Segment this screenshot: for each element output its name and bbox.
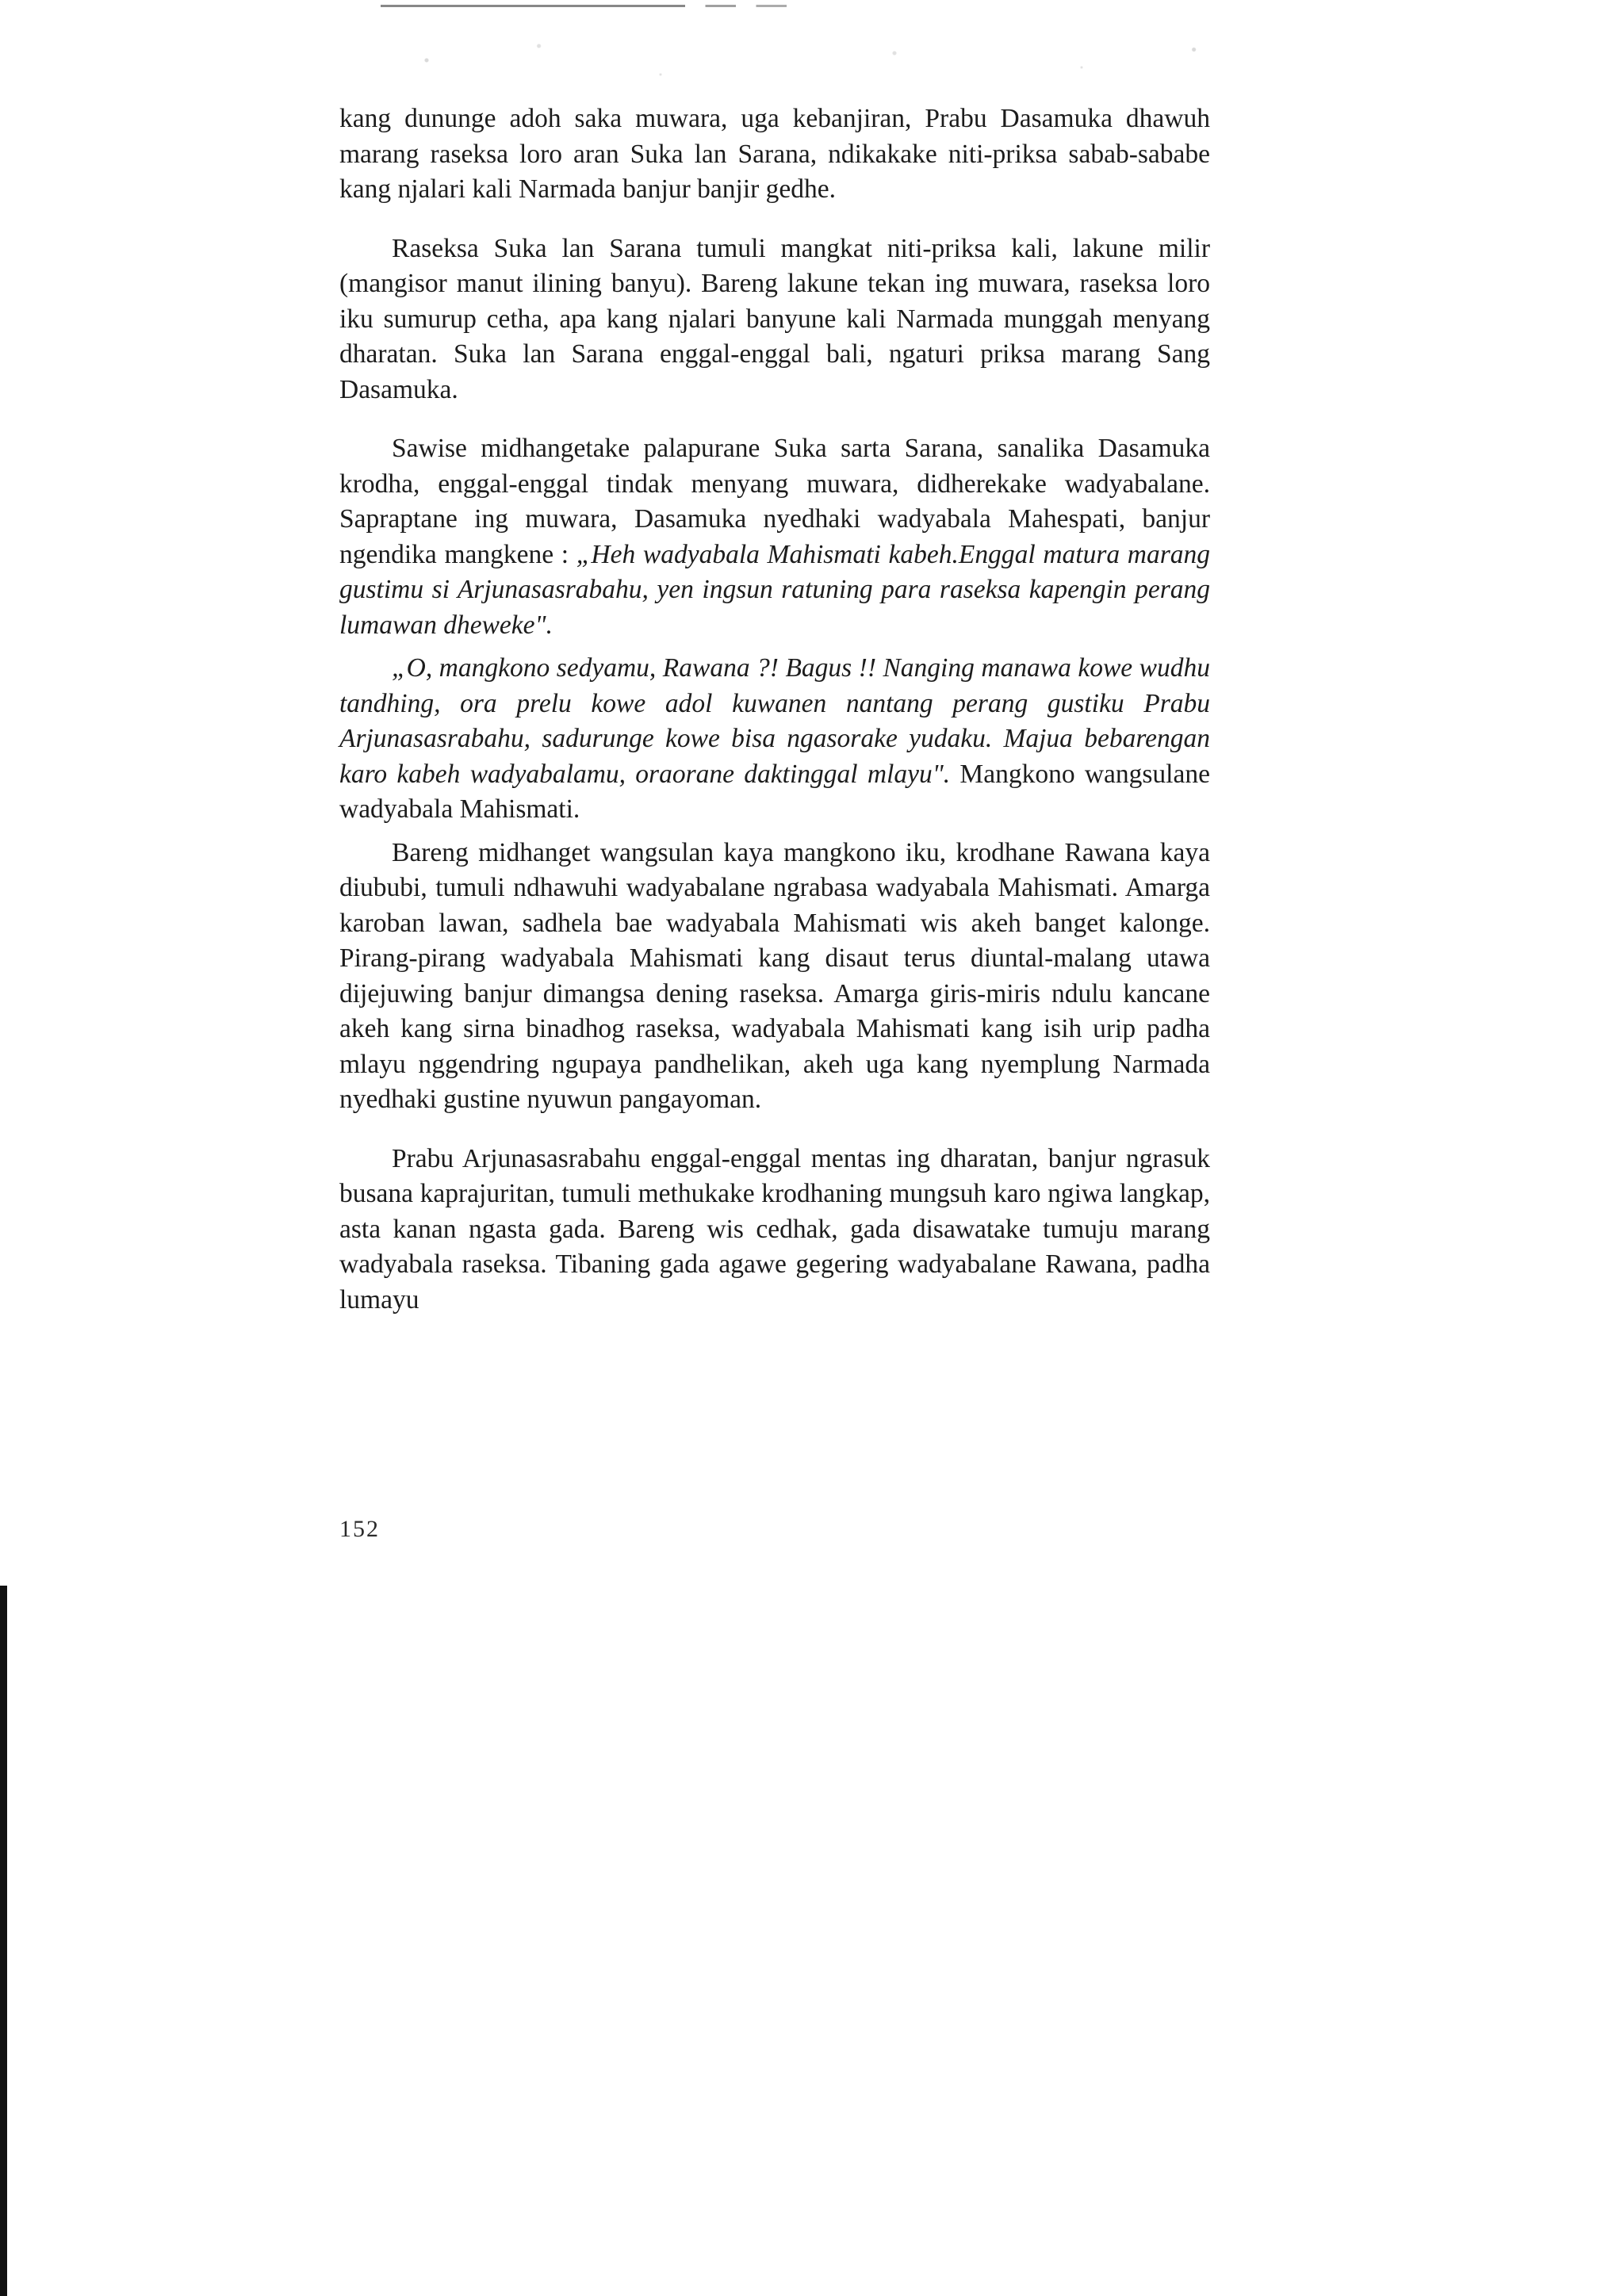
paragraph-3 xyxy=(339,431,1210,643)
paragraph-1 xyxy=(339,101,1210,208)
paragraph-2-text: Raseksa Suka lan Sarana tumuli mangkat niti-priksa kali, lakune milir (mangisor manut ilining banyu). Bareng lakune tekan ing muwara, raseksa loro iku sumurup cetha, apa kang njalari banyune kali Narmada munggah menyang dharatan. Suka lan Sarana enggal-enggal bali, ngaturi priksa marang Sang Dasamuka. xyxy=(339,233,1210,404)
paragraph-5-text: Bareng midhanget wangsulan kaya mangkono iku, krodhane Rawana kaya diububi, tumuli ndhawuhi wadyabalane ngrabasa wadyabala Mahismati. Amarga karoban lawan, sadhela bae wadyabala Mahismati wis akeh banget kalonge. Pirang-pirang wadyabala Mahismati kang disaut terus diuntal-malang utawa dijejuwing banjur dimangsa dening raseksa. Amarga giris-miris ndulu kancane akeh kang sirna binadhog raseksa, wadyabala Mahismati kang isih urip padha mlayu nggendring ngupaya pandhelikan, akeh uga kang nyemplung Narmada nyedhaki gustine nyuwun pangayoman. xyxy=(339,837,1210,1114)
body-text xyxy=(339,101,1210,1318)
paragraph-5 xyxy=(339,836,1210,1118)
page-number: 152 xyxy=(339,1516,380,1542)
paragraph-2 xyxy=(339,232,1210,408)
paragraph-6-text: Prabu Arjunasasrabahu enggal-enggal mentas ing dharatan, banjur ngrasuk busana kaprajuritan, tumuli methukake krodhaning mungsuh karo ngiwa langkap, asta kanan ngasta gada. Bareng wis cedhak, gada disawatake tumuju marang wadyabala raseksa. Tibaning gada agawe gegering wadyabalane Rawana, padha lumayu xyxy=(339,1143,1210,1314)
paragraph-4-quote: „O, mangkono sedyamu, Rawana ?! Bagus !! Nanging manawa kowe wudhu tandhing, ora prelu kowe adol kuwanen nantang perang gustiku Prabu Arjunasasrabahu, sadurunge kowe bisa ngasorake yudaku. Majua bebarengan karo kabeh wadyabalamu, oraorane daktinggal mlayu". xyxy=(339,653,1210,789)
paragraph-3-text: Sawise midhangetake palapurane Suka sarta Sarana, sanalika Dasamuka krodha, enggal-enggal tindak menyang muwara, didherekake wadyabalane. Sapraptane ing muwara, Dasamuka nyedhaki wadyabala Mahespati, banjur ngendika mangkene : xyxy=(339,434,1210,569)
scan-noise xyxy=(333,32,1269,103)
paragraph-1-text: kang dununge adoh saka muwara, uga kebanjiran, Prabu Dasamuka dhawuh marang raseksa loro aran Suka lan Sarana, ndikakake niti-priksa sabab-sababe kang njalari kali Narmada banjur banjir gedhe. xyxy=(339,104,1210,204)
scan-edge-top xyxy=(381,5,888,7)
paragraph-4-text: Mangkono wangsulane wadyabala Mahismati. xyxy=(339,759,1210,824)
scan-edge-left xyxy=(0,1586,7,2296)
paragraph-6 xyxy=(339,1142,1210,1318)
paragraph-4 xyxy=(339,651,1210,828)
paragraph-3-quote: „Heh wadyabala Mahismati kabeh.Enggal matura marang gustimu si Arjunasasrabahu, yen ingsun ratuning para raseksa kapengin perang lumawan dheweke". xyxy=(339,539,1210,640)
